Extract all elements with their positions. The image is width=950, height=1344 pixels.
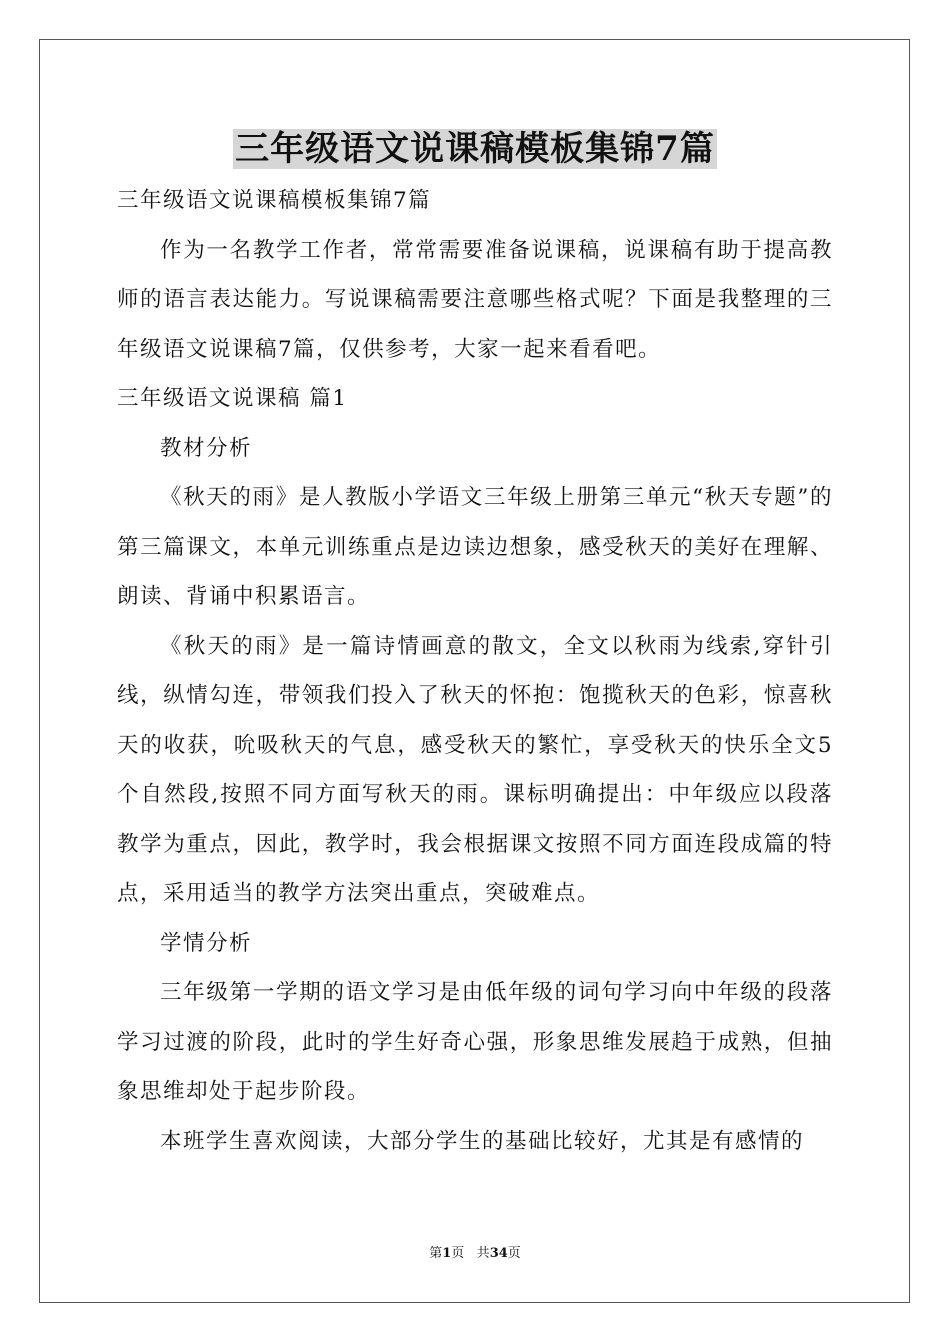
- body-paragraph: 《秋天的雨》是人教版小学语文三年级上册第三单元“秋天专题”的第三篇课文，本单元训练重点是边读边想象，感受秋天的美好在理解、朗读、背诵中积累语言。: [117, 485, 833, 609]
- total-prefix: 共: [476, 1246, 490, 1261]
- section-heading: 三年级语文说课稿 篇1: [117, 386, 348, 411]
- body-paragraph: 作为一名教学工作者，常常需要准备说课稿，说课稿有助于提高教师的语言表达能力。写说课稿需要注意哪些格式呢？下面是我整理的三年级语文说课稿7篇，仅供参考，大家一起来看看吧。: [117, 237, 833, 362]
- document-title-text: 三年级语文说课稿模板集锦7篇: [235, 129, 715, 169]
- subsection-heading: 学情分析: [160, 930, 253, 956]
- body-paragraph: 三年级第一学期的语文学习是由低年级的词句学习向中年级的段落学习过渡的阶段，此时的学生好奇心强，形象思维发展趋于成熟，但抽象思维却处于起步阶段。: [117, 980, 833, 1104]
- total-suffix: 页: [507, 1246, 521, 1261]
- document-title: [0, 124, 950, 174]
- subsection-heading: 教材分析: [160, 435, 253, 461]
- body-paragraph: 三年级语文说课稿模板集锦7篇: [117, 188, 432, 213]
- body-paragraph: 本班学生喜欢阅读，大部分学生的基础比较好，尤其是有感情的: [160, 1128, 805, 1154]
- page-number: 1: [442, 1246, 452, 1261]
- document-body: [117, 176, 833, 1166]
- body-paragraph: 《秋天的雨》是一篇诗情画意的散文，全文以秋雨为线索,穿针引线，纵情勾连，带领我们投入了秋天的怀抱：饱揽秋天的色彩，惊喜秋天的收获，吮吸秋天的气息，感受秋天的繁忙，享受秋天的快乐全文5个自然段,按照不同方面写秋天的雨。课标明确提出：中年级应以段落教学为重点，因此，教学时，我会根据课文按照不同方面连段成篇的特点，采用适当的教学方法突出重点，突破难点。: [117, 633, 833, 906]
- page-prefix: 第: [429, 1246, 443, 1261]
- page-suffix: 页: [451, 1246, 465, 1261]
- total-pages: 34: [489, 1246, 508, 1261]
- page-footer: [0, 1244, 950, 1264]
